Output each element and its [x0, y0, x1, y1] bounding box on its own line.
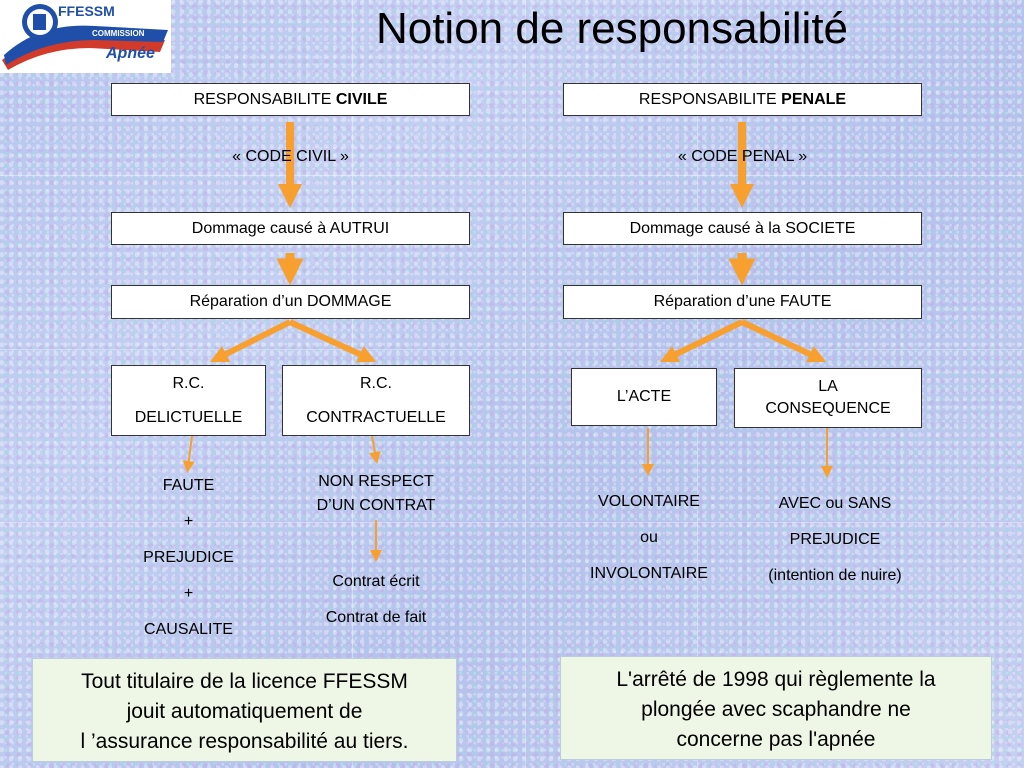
note-right-line: L'arrêté de 1998 qui règlemente la [616, 668, 936, 691]
penale-header-bold: PENALE [781, 90, 847, 108]
list-item: (intention de nuire) [768, 567, 902, 584]
box-rc-delictuelle [111, 365, 266, 436]
list-item: FAUTE [162, 477, 215, 494]
arrow-penal-consequence [742, 322, 818, 358]
civile-code: « CODE CIVIL » [232, 148, 349, 165]
list-item: + [183, 513, 194, 530]
penale-header-text [639, 91, 846, 109]
logo-text-sub: COMMISSION [92, 29, 145, 38]
note-right-line: plongée avec scaphandre ne [641, 698, 911, 721]
logo-text-name: Apnée [106, 45, 155, 62]
penale-header-plain: RESPONSABILITE [638, 90, 782, 108]
rc-delictuelle-line2: DELICTUELLE [134, 408, 243, 426]
page-title: Notion de responsabilité [375, 4, 849, 53]
ffessm-logo [0, 0, 171, 73]
consequence-line2: CONSEQUENCE [765, 400, 891, 417]
note-licence-assurance [32, 658, 457, 762]
arrow-delict-faute [188, 436, 192, 467]
logo-text-main: FFESSM [58, 3, 115, 19]
list-item: PREJUDICE [143, 549, 234, 566]
rc-contractuelle-line2: CONTRACTUELLE [306, 408, 446, 426]
list-item: NON RESPECT [318, 473, 434, 490]
note-right-line: concerne pas l'apnée [676, 728, 876, 751]
list-item: D’UN CONTRAT [316, 497, 436, 514]
box-acte: L’ACTE [571, 368, 717, 426]
box-reparation-faute: Réparation d’une FAUTE [563, 285, 922, 319]
grid-line [525, 0, 526, 768]
list-item: + [183, 585, 194, 602]
acte-nature [567, 484, 731, 592]
list-item: AVEC ou SANS [778, 495, 892, 512]
grid-line [0, 349, 1024, 350]
list-item: Contrat de fait [325, 609, 427, 626]
box-rc-contractuelle [282, 365, 470, 436]
list-item: INVOLONTAIRE [590, 565, 708, 582]
list-item: Contrat écrit [332, 573, 420, 590]
grid-line [0, 175, 1024, 176]
consequence-nature [742, 486, 928, 594]
note-arrete-1998 [560, 656, 992, 760]
box-reparation-dommage: Réparation d’un DOMMAGE [111, 285, 470, 319]
list-item: PREJUDICE [789, 531, 881, 548]
civile-header-bold: CIVILE [335, 90, 388, 108]
arrow-civil-contract [290, 322, 368, 358]
note-left-line: l ’assurance responsabilité au tiers. [80, 730, 409, 753]
rc-contractuelle-line1: R.C. [360, 374, 392, 392]
arrow-contract-non-respect [372, 436, 376, 458]
civile-header-plain: RESPONSABILITE [193, 90, 336, 108]
box-dommage-autrui: Dommage causé à AUTRUI [111, 212, 470, 245]
contractuelle-condition [282, 470, 470, 518]
box-consequence [734, 368, 922, 428]
contract-types [282, 564, 470, 636]
ffessm-logo-graphic [0, 0, 171, 73]
arrow-civil-delict [218, 322, 290, 358]
rc-delictuelle-line1: R.C. [172, 374, 205, 392]
consequence-line1: LA [818, 378, 838, 395]
delictuelle-conditions [111, 468, 266, 648]
list-item: VOLONTAIRE [598, 493, 700, 510]
note-left-line: Tout titulaire de la licence FFESSM [81, 670, 408, 693]
box-responsabilite-penale [563, 83, 922, 116]
box-dommage-societe: Dommage causé à la SOCIETE [563, 212, 922, 245]
arrow-penal-acte [668, 322, 742, 358]
box-responsabilite-civile [111, 83, 470, 116]
list-item: CAUSALITE [144, 621, 233, 638]
civile-header-text [194, 91, 388, 109]
list-item: ou [640, 529, 658, 546]
penale-code: « CODE PENAL » [677, 148, 808, 165]
note-left-line: jouit automatiquement de [126, 700, 363, 723]
